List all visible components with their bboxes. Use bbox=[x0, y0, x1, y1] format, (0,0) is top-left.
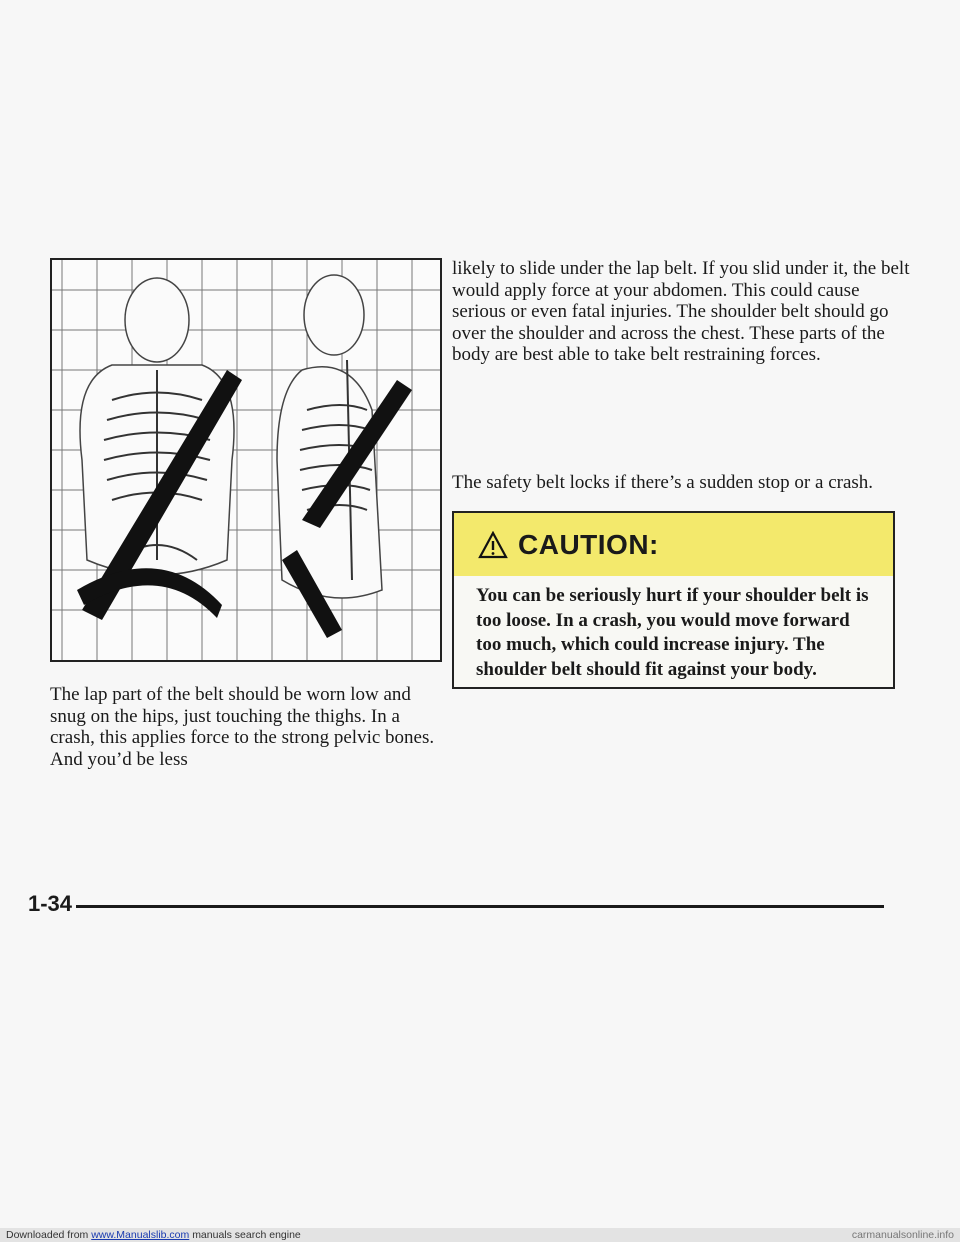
warning-triangle-icon bbox=[478, 531, 508, 559]
manualslib-link[interactable]: www.Manualslib.com bbox=[91, 1229, 190, 1241]
page-number: 1-34 bbox=[28, 891, 73, 916]
seat-belt-illustration bbox=[50, 258, 442, 662]
footer-suffix: manuals search engine bbox=[192, 1229, 301, 1241]
belt-lock-paragraph: The safety belt locks if there’s a sudden stop or a crash. bbox=[452, 472, 874, 493]
footer-prefix: Downloaded from bbox=[6, 1229, 89, 1241]
caution-title: CAUTION: bbox=[518, 528, 659, 560]
page-rule bbox=[76, 905, 884, 908]
watermark: carmanualsonline.info bbox=[851, 1229, 954, 1241]
skeleton-belt-icon bbox=[52, 260, 440, 660]
caution-body: You can be seriously hurt if your shoulder belt is too loose. In a crash, you would move forward too much, which could increase injury. The shoulder belt should fit against your body. bbox=[476, 585, 869, 680]
download-footer bbox=[0, 1228, 960, 1242]
caution-box bbox=[452, 511, 895, 689]
caution-header bbox=[454, 513, 893, 576]
shoulder-belt-paragraph: likely to slide under the lap belt. If you slid under it, the belt would apply force at your abdomen. This could cause serious or even fatal injuries. The shoulder belt should go over the shoulder and across the chest. These parts of the body are best able to take belt restraining forces. bbox=[452, 258, 910, 365]
lap-belt-paragraph: The lap part of the belt should be worn low and snug on the hips, just touching the thighs. In a crash, this applies force to the strong pelvic bones. And you’d be less bbox=[50, 684, 435, 770]
footer-credit bbox=[6, 1228, 301, 1242]
